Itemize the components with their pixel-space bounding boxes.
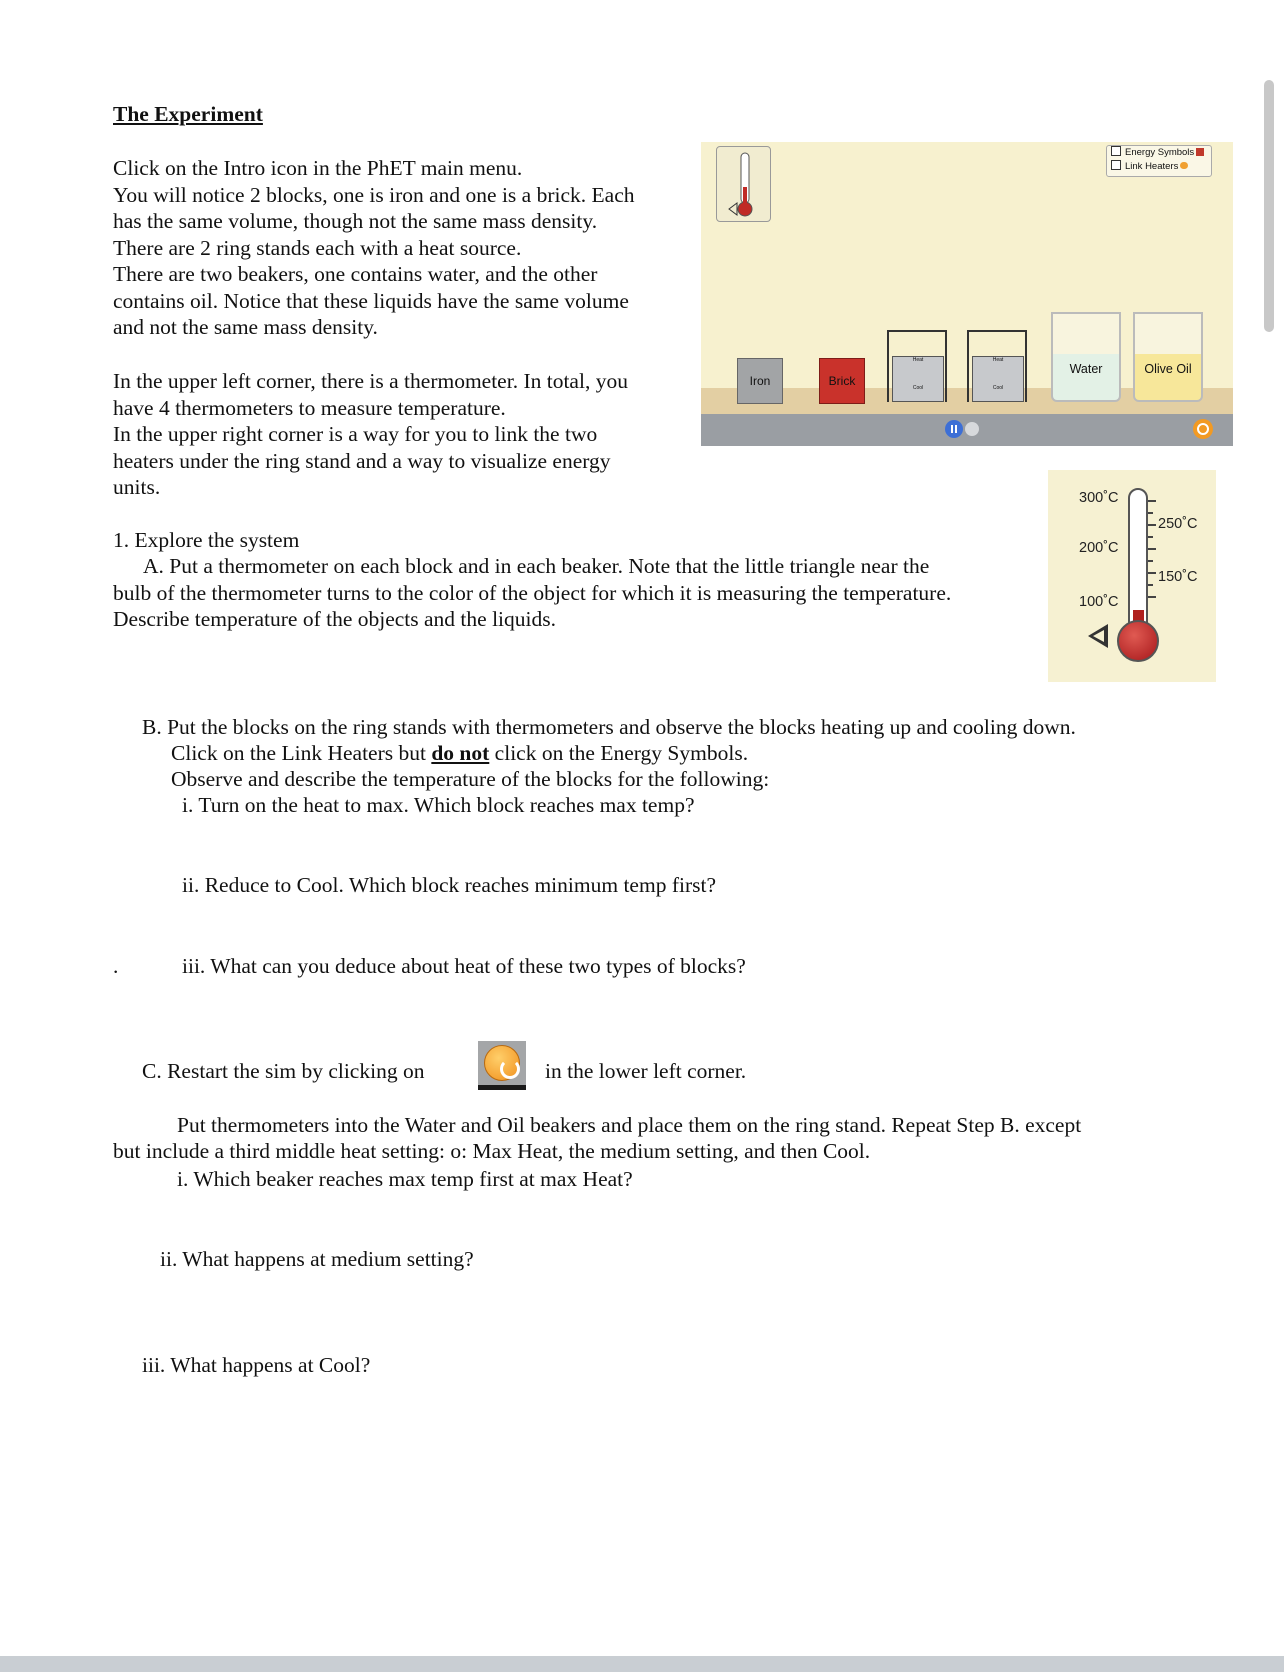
section-heading: The Experiment bbox=[113, 102, 263, 126]
heater-2[interactable] bbox=[972, 356, 1024, 402]
q1a-line: Describe temperature of the objects and the liquids. bbox=[113, 607, 556, 631]
thermo-line: In the upper left corner, there is a thermometer. In total, you bbox=[113, 369, 628, 393]
restart-underline bbox=[478, 1085, 526, 1090]
q1b-emphasis: do not bbox=[431, 741, 490, 765]
thermometer-icon bbox=[717, 147, 770, 221]
intro-line: and not the same mass density. bbox=[113, 315, 378, 339]
question-1b-line1: B. Put the blocks on the ring stands with thermometers and observe the blocks heating up and cooling down. bbox=[142, 715, 1076, 739]
intro-line: There are 2 ring stands each with a heat source. bbox=[113, 235, 522, 260]
reset-icon bbox=[1193, 419, 1213, 439]
thermometer-toolbox[interactable] bbox=[716, 146, 771, 222]
water-label: Water bbox=[1069, 362, 1103, 376]
thermo-line: units. bbox=[113, 475, 161, 499]
temp-label-300: 300˚C bbox=[1079, 490, 1119, 506]
intro-line: You will notice 2 blocks, one is iron and one is a brick. Each bbox=[113, 182, 635, 207]
question-1c-post: in the lower left corner. bbox=[545, 1059, 747, 1083]
heater-heat-label: Heat bbox=[912, 357, 924, 363]
pause-button[interactable] bbox=[945, 420, 963, 438]
heater-cool-label: Cool bbox=[912, 385, 924, 391]
question-1c-iii: iii. What happens at Cool? bbox=[142, 1353, 371, 1377]
question-1c-i: i. Which beaker reaches max temp first at max Heat? bbox=[177, 1167, 633, 1191]
stray-dot: . bbox=[113, 954, 119, 978]
restart-icon bbox=[484, 1045, 520, 1081]
temp-label-100: 100˚C bbox=[1079, 594, 1119, 610]
vertical-scrollbar[interactable] bbox=[1264, 80, 1274, 332]
thermo-line: In the upper right corner is a way for you to link the two bbox=[113, 422, 598, 446]
question-1c-ii: ii. What happens at medium setting? bbox=[160, 1247, 474, 1271]
phet-sim-screenshot bbox=[701, 142, 1233, 446]
options-panel bbox=[1106, 145, 1212, 177]
thermometer-closeup bbox=[1048, 470, 1216, 682]
question-1c-pre: C. Restart the sim by clicking on bbox=[142, 1059, 425, 1083]
step-button[interactable] bbox=[965, 422, 979, 436]
q1a-line: A. Put a thermometer on each block and in each beaker. Note that the little triangle near the bbox=[143, 554, 930, 578]
olive-oil-label: Olive Oil bbox=[1144, 362, 1192, 376]
thermometer-tube bbox=[1128, 488, 1148, 628]
heater-1[interactable] bbox=[892, 356, 944, 402]
question-1c-line2: but include a third middle heat setting: o: Max Heat, the medium setting, and then Cool. bbox=[113, 1139, 871, 1163]
temp-label-150: 150˚C bbox=[1158, 569, 1198, 585]
temp-label-250: 250˚C bbox=[1158, 516, 1198, 532]
heater-heat-label: Heat bbox=[992, 357, 1004, 363]
intro-line: Click on the Intro icon in the PhET main menu. bbox=[113, 156, 523, 180]
question-1b-line3: Observe and describe the temperature of the blocks for the following: bbox=[171, 767, 770, 791]
intro-line: has the same volume, though not the same mass density. bbox=[113, 209, 598, 233]
q1b-text: Click on the Link Heaters but bbox=[171, 741, 432, 765]
q1b-text: click on the Energy Symbols. bbox=[489, 741, 749, 765]
intro-line: contains oil. Notice that these liquids have the same volume bbox=[113, 288, 629, 313]
question-1b-i: i. Turn on the heat to max. Which block reaches max temp? bbox=[182, 793, 695, 817]
heater-cool-label: Cool bbox=[992, 385, 1004, 391]
question-1b-line2 bbox=[171, 740, 748, 767]
reset-all-button[interactable] bbox=[1193, 419, 1213, 439]
question-1c-line1: Put thermometers into the Water and Oil beakers and place them on the ring stand. Repeat Step B. except bbox=[177, 1113, 1082, 1137]
thermometer-paragraph bbox=[113, 368, 628, 501]
thermometer-bulb bbox=[1117, 620, 1159, 662]
thermo-line: have 4 thermometers to measure temperature. bbox=[113, 395, 506, 420]
question-1b-ii: ii. Reduce to Cool. Which block reaches minimum temp first? bbox=[182, 873, 716, 897]
question-1a bbox=[113, 553, 951, 633]
question-1b-iii: iii. What can you deduce about heat of these two types of blocks? bbox=[182, 954, 746, 978]
temp-label-200: 200˚C bbox=[1079, 540, 1119, 556]
olive-oil-beaker[interactable] bbox=[1133, 312, 1203, 402]
question-1-title: 1. Explore the system bbox=[113, 528, 300, 552]
restart-button[interactable] bbox=[478, 1041, 526, 1089]
pause-icon bbox=[945, 420, 963, 438]
energy-symbols-checkbox[interactable]: Energy Symbols bbox=[1111, 146, 1211, 160]
q1a-line: bulb of the thermometer turns to the color of the object for which it is measuring the temperature. bbox=[113, 580, 952, 605]
bottom-bar bbox=[0, 1656, 1284, 1672]
thermo-line: heaters under the ring stand and a way to visualize energy bbox=[113, 448, 611, 473]
link-heaters-checkbox[interactable]: Link Heaters bbox=[1111, 160, 1211, 174]
water-beaker[interactable] bbox=[1051, 312, 1121, 402]
intro-paragraph bbox=[113, 155, 635, 341]
brick-block[interactable]: Brick bbox=[819, 358, 865, 404]
intro-line: There are two beakers, one contains water, and the other bbox=[113, 262, 598, 286]
iron-block[interactable]: Iron bbox=[737, 358, 783, 404]
